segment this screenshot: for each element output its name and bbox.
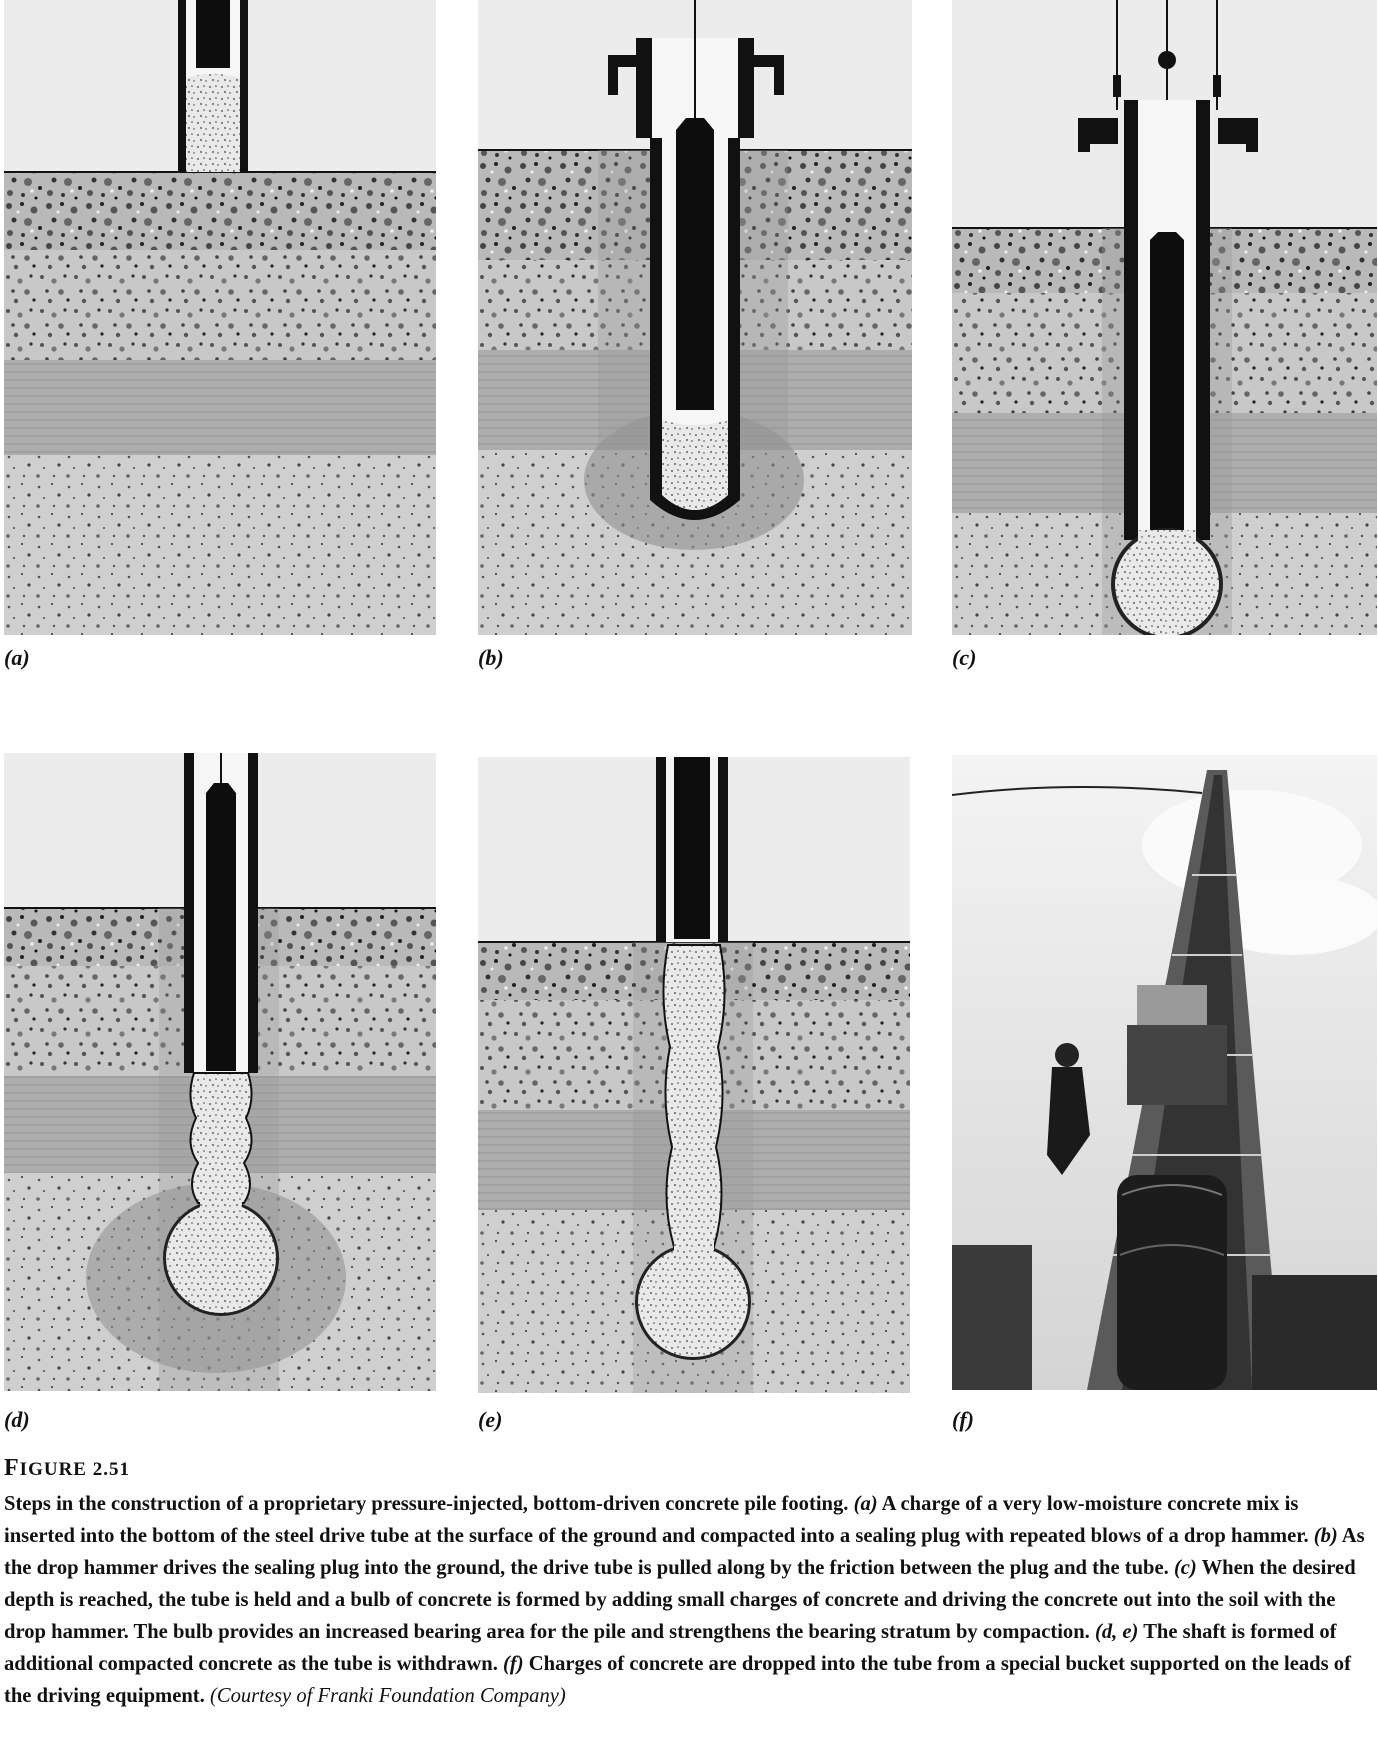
figure-number — [4, 1455, 1366, 1482]
caption-step-c: When the desired depth is reached, the tube is held and a bulb of concrete is formed by adding small charges of concrete and driving the concrete out into the soil with the drop hammer. The bulb provides an increased bearing area for the pile and strengthens the bearing stratum by compaction. — [4, 1557, 1356, 1643]
caption-step-de: The shaft is formed of additional compacted concrete as the tube is withdrawn. — [4, 1621, 1337, 1675]
figure-caption — [4, 1455, 1366, 1712]
caption-ref-c: (c) — [1173, 1557, 1197, 1579]
caption-step-a: A charge of a very low-moisture concrete mix is inserted into the bottom of the steel drive tube at the surface of the ground and compacted into a sealing plug with repeated blows of a drop hammer. — [4, 1493, 1314, 1547]
panel-f-rig-photo — [952, 755, 1377, 1390]
panel-label-c: (c) — [952, 645, 977, 670]
panel-a — [4, 0, 436, 635]
panel-d — [4, 753, 436, 1391]
caption-step-b: As the drop hammer drives the sealing plug into the ground, the drive tube is pulled along by the friction between the plug and the tube. — [4, 1525, 1365, 1579]
caption-step-f: Charges of concrete are dropped into the tube from a special bucket supported on the leads of the driving equipment. — [4, 1653, 1351, 1707]
panel-e — [478, 757, 910, 1393]
panel-b — [478, 0, 912, 635]
figure-number-cap: F — [4, 1455, 20, 1481]
panel-c — [952, 0, 1377, 635]
panel-label-d: (d) — [4, 1407, 30, 1432]
panel-label-a: (a) — [4, 645, 30, 670]
caption-body — [4, 1488, 1366, 1712]
panel-label-f: (f) — [952, 1407, 974, 1432]
caption-credit: (Courtesy of Franki Foundation Company) — [209, 1685, 566, 1707]
panel-label-b: (b) — [478, 645, 504, 670]
figure-number-rest: IGURE 2.51 — [19, 1459, 130, 1480]
caption-ref-b: (b) — [1313, 1525, 1338, 1547]
caption-ref-a: (a) — [853, 1493, 878, 1515]
caption-intro: Steps in the construction of a proprietary pressure-injected, bottom-driven concrete pile footing. — [4, 1493, 854, 1515]
caption-ref-de: (d, e) — [1094, 1621, 1139, 1643]
panel-label-e: (e) — [478, 1407, 503, 1432]
caption-ref-f: (f) — [503, 1653, 524, 1675]
